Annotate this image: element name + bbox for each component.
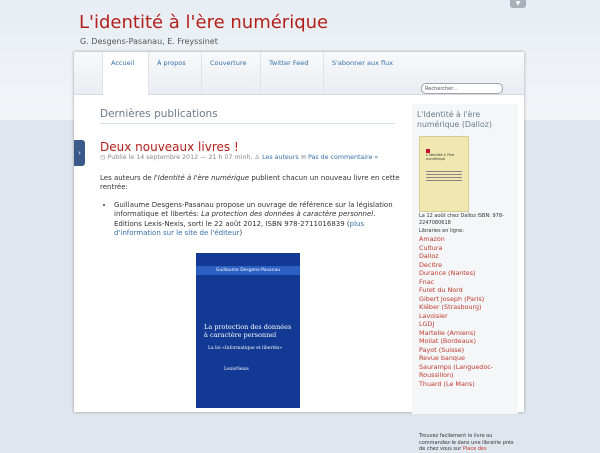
sidebar-book-thumbnail[interactable] (419, 136, 469, 212)
store-link[interactable]: LGDJ (419, 320, 435, 328)
store-link[interactable]: Decitre (419, 260, 443, 269)
user-icon: ♙ (254, 154, 261, 161)
main-navigation (74, 52, 524, 95)
comment-icon: ✉ (300, 154, 306, 161)
store-link[interactable]: Cultura (419, 243, 443, 252)
store-link[interactable]: Gibert Joseph (Paris) (419, 294, 485, 303)
store-link[interactable]: Sauramps (Languedoc-Roussillon) (419, 362, 494, 379)
sidebar-thumb-title: L'identité à l'ère numérique (426, 153, 455, 161)
store-link[interactable]: Lavoisier (419, 311, 448, 320)
chevron-down-icon[interactable]: ▼ (510, 0, 526, 8)
post-intro: Les auteurs de l'Identité à l'ère numérique publient chacun un nouveau livre en cette rentrée: (100, 174, 400, 192)
sidebar-heading: L'Identité à l'ère numérique (Dalloz) (417, 110, 492, 129)
chevron-right-icon[interactable]: › (74, 140, 85, 166)
clock-icon: ◷ (100, 154, 106, 161)
sidebar-caption: La 12 août chez Dalloz ISBN: 978-2247080618 (419, 213, 504, 226)
section-heading: Dernières publications (100, 108, 395, 124)
nav-item-couverture[interactable]: Couverture (201, 52, 260, 94)
libraries-label: Libraries en ligne: (419, 228, 464, 234)
store-link[interactable]: Fnac (419, 277, 435, 286)
post-bullet-list (100, 201, 400, 239)
store-link[interactable]: Kléber (Strasbourg) (419, 303, 482, 311)
publisher-link[interactable]: plus d'information sur le site de l'éditeur (114, 219, 365, 238)
store-link[interactable]: Martelle (Amiens) (419, 328, 476, 337)
nav-item-sabonner[interactable]: S'abonner aux flux (323, 52, 401, 94)
list-item: • Guillaume Desgens-Pasanau propose un ouvrage de référence sur la législation informatique et libertés: La protection des données à caractère personnel. Editions Lexis-Nexis, sorti le 22 août 2012, ISBN 978-2711016839 (plus d'information sur le site de l'éditeur) (114, 201, 400, 239)
sidebar-footer-text: Trouvez facilement le livre ou commandez-le dans une librairie près de chez vous sur Place des (419, 433, 514, 452)
post-body (100, 174, 400, 238)
book-publisher: LexisNexis (224, 367, 249, 372)
sidebar (412, 104, 518, 452)
book-author: Guillaume Desgens-Pasanau (196, 266, 300, 275)
book-title: La protection des données à caractère personnel (204, 323, 292, 339)
page-container (74, 52, 524, 452)
nav-item-a-propos[interactable]: À propos (148, 52, 201, 94)
store-link[interactable]: Payot (Suisse) (419, 345, 465, 354)
site-description: G. Desgens-Pasanau, E. Freyssinet (80, 37, 218, 46)
book-cover-image[interactable] (196, 253, 300, 408)
store-link[interactable]: Thuard (Le Mans) (419, 379, 475, 388)
book-subtitle: La loi «Informatique et libertés» (208, 346, 283, 351)
store-link[interactable]: Amazon (419, 235, 445, 243)
store-link[interactable]: Dalloz (419, 252, 439, 260)
post-author-link[interactable]: Les auteurs (262, 154, 299, 161)
nav-item-accueil[interactable]: Accueil (102, 52, 148, 95)
store-link[interactable]: Mollat (Bordeaux) (419, 337, 476, 345)
store-link[interactable]: Durance (Nantes) (419, 269, 476, 277)
post-comments-link[interactable]: Pas de commentaire » (307, 154, 379, 161)
store-link[interactable]: Revue banque (419, 354, 465, 362)
store-link[interactable]: Furet du Nord (419, 286, 463, 294)
post-meta (100, 154, 378, 161)
store-list (419, 235, 519, 388)
place-des-libraires-link[interactable]: Place des (462, 446, 487, 452)
post-date: Publié le 14 septembre 2012 — 21 h 07 minh. (107, 154, 253, 161)
site-title[interactable]: L'identité à l'ère numérique (79, 12, 329, 33)
post-title[interactable]: Deux nouveaux livres ! (100, 140, 239, 154)
search-input[interactable] (421, 83, 503, 94)
nav-item-twitter-feed[interactable]: Twitter Feed (260, 52, 323, 94)
